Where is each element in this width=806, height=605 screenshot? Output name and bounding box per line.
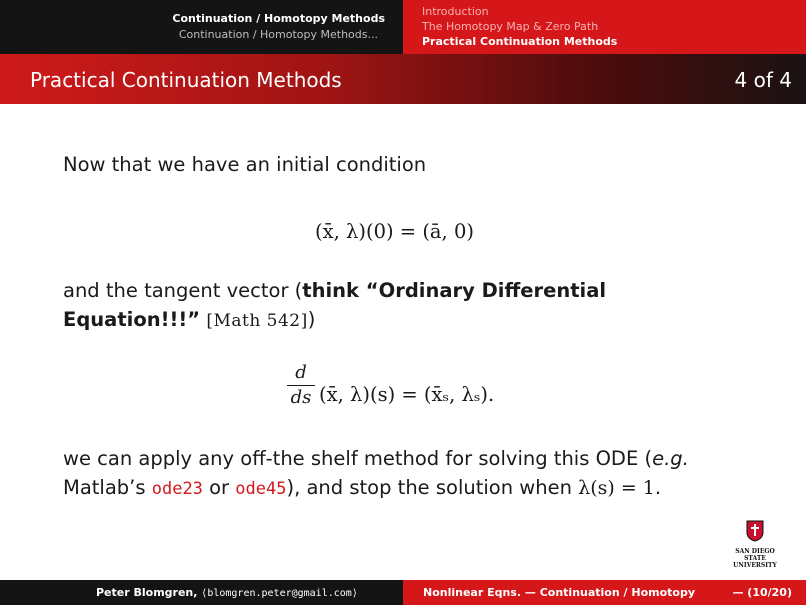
logo-line-2: UNIVERSITY: [733, 562, 777, 569]
code-ode45: ode45: [235, 479, 287, 499]
fraction-bar: [287, 385, 315, 386]
frame-title-bar: [0, 54, 806, 104]
paragraph-solve-ode: [63, 444, 763, 504]
footer-author-panel: [0, 580, 403, 605]
author-name: Peter Blomgren,: [96, 586, 198, 599]
header-nav-panel: [403, 0, 806, 54]
math-stop-condition: λ(s) = 1: [578, 477, 655, 499]
nav-item-practical-methods[interactable]: Practical Continuation Methods: [422, 35, 618, 48]
text: or: [202, 476, 236, 499]
section-title: Continuation / Homotopy Methods: [172, 12, 385, 25]
text: and the tangent vector (: [63, 279, 303, 302]
header-bar: [0, 0, 806, 54]
citation: [Math 542]: [206, 311, 308, 331]
paragraph-initial-condition: Now that we have an initial condition: [63, 153, 427, 176]
footer-talk-panel: [403, 580, 806, 605]
text: ): [307, 308, 316, 331]
logo-line-1: SAN DIEGO STATE: [735, 548, 775, 562]
equation-rhs: (x̄, λ)(s) = (x̄ₛ, λₛ).: [319, 383, 495, 406]
equation-ode: [285, 362, 585, 422]
emphasis-ode: think “Ordinary Differential Equation!!!”: [63, 279, 607, 331]
logo-text: [727, 548, 783, 569]
slide-counter: 4 of 4: [734, 68, 792, 92]
fraction-denominator: ds: [290, 387, 312, 408]
section-subtitle: Continuation / Homotopy Methods...: [178, 28, 378, 41]
code-ode23: ode23: [151, 479, 203, 499]
university-logo: [727, 520, 783, 569]
footer-talk-title: Nonlinear Eqns. — Continuation / Homotopy: [423, 586, 696, 599]
text: ), and stop the solution when: [286, 476, 579, 499]
frame-title: Practical Continuation Methods: [30, 68, 342, 92]
fraction-numerator: d: [295, 362, 307, 383]
paragraph-tangent-vector: [63, 276, 683, 336]
nav-item-introduction[interactable]: Introduction: [422, 5, 489, 18]
text: we can apply any off-the shelf method for solving this ODE (: [63, 447, 653, 470]
text: Matlab’s: [63, 476, 152, 499]
equation-initial-condition: (x̄, λ)(0) = (ā, 0): [315, 220, 474, 243]
footer-bar: [0, 580, 806, 605]
header-section-panel: [0, 0, 403, 54]
footer-page-number: — (10/20): [732, 586, 792, 599]
derivative-fraction: [285, 362, 317, 409]
shield-icon: [745, 520, 765, 542]
nav-item-homotopy-map[interactable]: The Homotopy Map & Zero Path: [422, 20, 599, 33]
text: .: [654, 476, 662, 499]
footer-author: [96, 586, 358, 599]
text-eg: e.g.: [652, 447, 689, 470]
author-email: ⟨blomgren.peter@gmail.com⟩: [201, 588, 358, 599]
